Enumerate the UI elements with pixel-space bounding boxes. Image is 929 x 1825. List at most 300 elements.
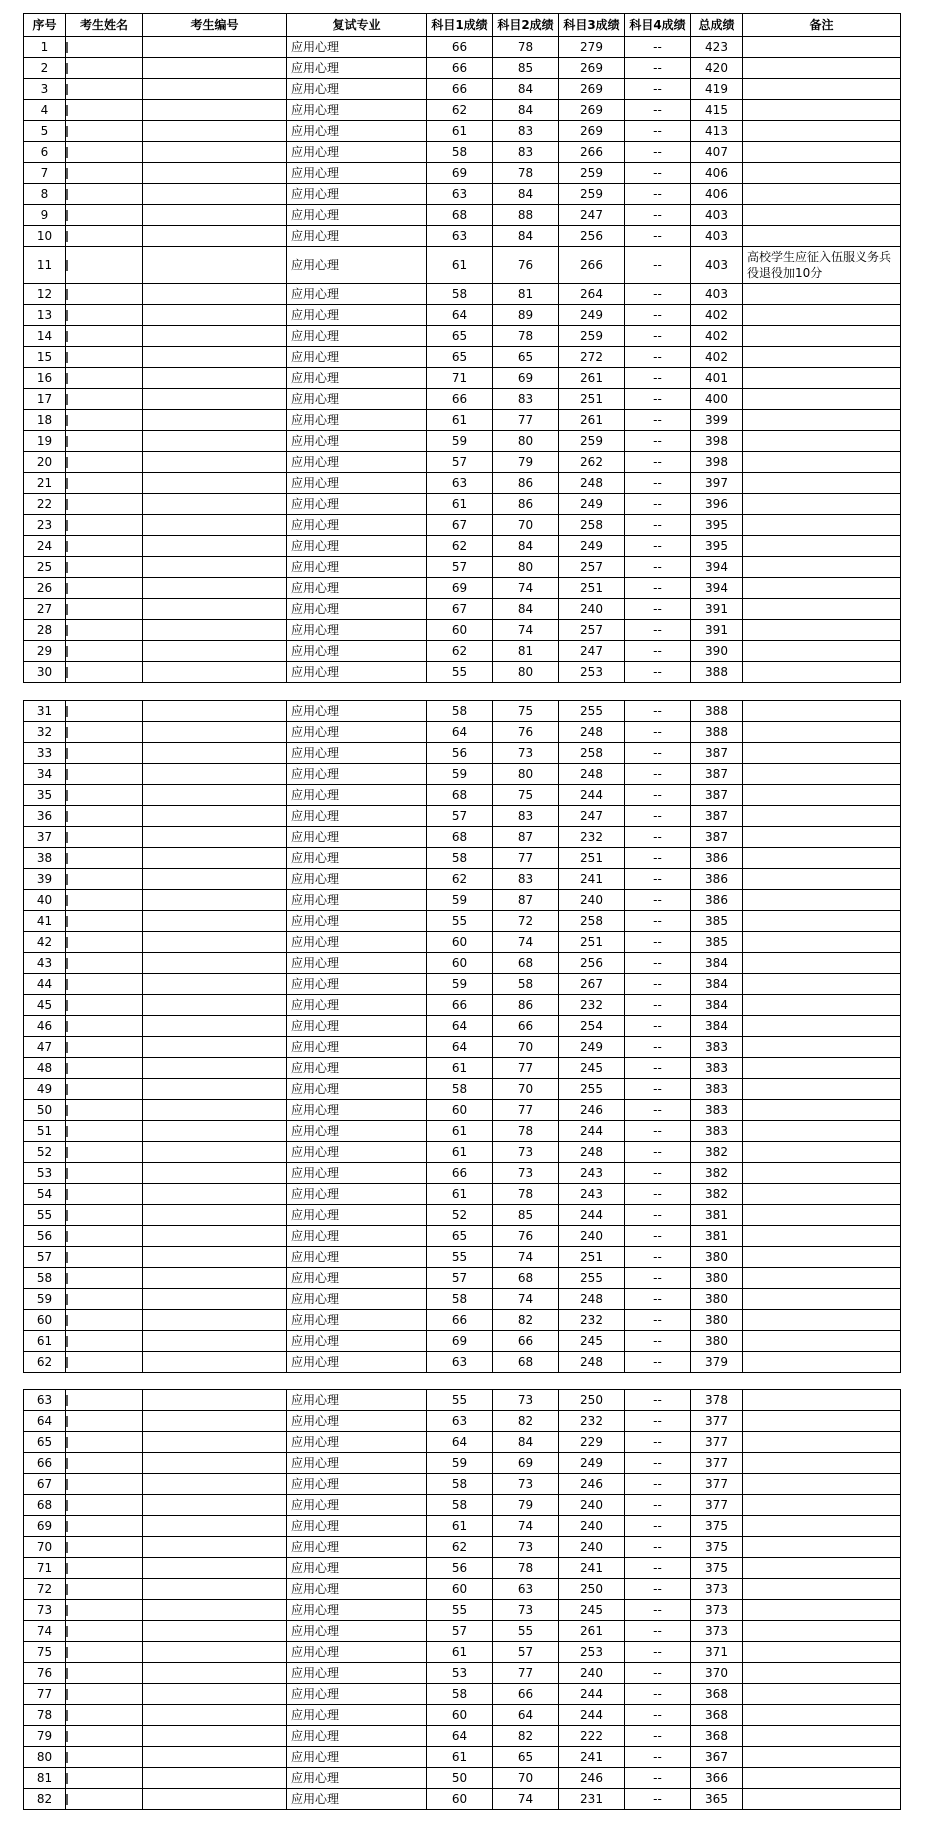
row-subject3-score: 249 (559, 494, 625, 515)
row-subject3-score: 222 (559, 1726, 625, 1747)
row-subject4-score: -- (625, 806, 691, 827)
row-index: 1 (24, 37, 66, 58)
row-major: 应用心理 (287, 205, 427, 226)
row-subject3-score: 269 (559, 58, 625, 79)
row-subject3-score: 261 (559, 368, 625, 389)
row-subject1-score: 57 (427, 557, 493, 578)
table-row (24, 1268, 901, 1289)
row-subject1-score: 66 (427, 79, 493, 100)
table-row (24, 1432, 901, 1453)
row-subject4-score: -- (625, 1516, 691, 1537)
row-index: 77 (24, 1684, 66, 1705)
row-subject4-score: -- (625, 578, 691, 599)
table-row (24, 953, 901, 974)
row-subject2-score: 79 (493, 1495, 559, 1516)
table-row (24, 1747, 901, 1768)
table-row (24, 347, 901, 368)
redaction-fragment (66, 1357, 69, 1368)
row-index: 67 (24, 1474, 66, 1495)
table-row (24, 100, 901, 121)
row-subject1-score: 61 (427, 1184, 493, 1205)
row-subject2-score: 74 (493, 620, 559, 641)
header-subject2: 科目2成绩 (493, 14, 559, 37)
row-subject4-score: -- (625, 557, 691, 578)
table-row (24, 848, 901, 869)
row-subject4-score: -- (625, 764, 691, 785)
row-remark (743, 1184, 901, 1205)
row-subject3-score: 248 (559, 764, 625, 785)
redaction-fragment (66, 1294, 69, 1305)
row-subject4-score: -- (625, 641, 691, 662)
row-subject1-score: 61 (427, 1516, 493, 1537)
row-subject1-score: 63 (427, 1352, 493, 1373)
redaction-fragment (66, 310, 69, 321)
redaction-fragment (66, 811, 69, 822)
row-subject2-score: 76 (493, 1226, 559, 1247)
row-subject1-score: 61 (427, 494, 493, 515)
table-row (24, 1016, 901, 1037)
header-subject1: 科目1成绩 (427, 14, 493, 37)
candidate-name-redacted (66, 58, 143, 79)
row-total-score: 382 (691, 1184, 743, 1205)
row-subject2-score: 88 (493, 205, 559, 226)
table-row (24, 764, 901, 785)
row-total-score: 385 (691, 932, 743, 953)
row-subject1-score: 64 (427, 305, 493, 326)
row-total-score: 368 (691, 1726, 743, 1747)
row-major: 应用心理 (287, 515, 427, 536)
row-subject1-score: 63 (427, 473, 493, 494)
row-subject3-score: 253 (559, 662, 625, 683)
redaction-fragment (66, 769, 69, 780)
row-subject3-score: 244 (559, 1121, 625, 1142)
candidate-name-redacted (66, 1184, 143, 1205)
row-subject1-score: 61 (427, 1142, 493, 1163)
candidate-name-redacted (66, 1747, 143, 1768)
row-subject1-score: 59 (427, 890, 493, 911)
candidate-name-redacted (66, 1663, 143, 1684)
row-major: 应用心理 (287, 1247, 427, 1268)
candidate-id-redacted (143, 226, 287, 247)
row-total-score: 381 (691, 1226, 743, 1247)
candidate-name-redacted (66, 1390, 143, 1411)
row-index: 58 (24, 1268, 66, 1289)
row-remark (743, 37, 901, 58)
row-subject3-score: 248 (559, 1289, 625, 1310)
row-subject3-score: 258 (559, 515, 625, 536)
row-subject2-score: 84 (493, 184, 559, 205)
candidate-id-redacted (143, 58, 287, 79)
redaction-fragment (66, 1668, 69, 1679)
candidate-name-redacted (66, 1726, 143, 1747)
candidate-id-redacted (143, 452, 287, 473)
candidate-name-redacted (66, 452, 143, 473)
table-row (24, 247, 901, 284)
table-row (24, 890, 901, 911)
row-major: 应用心理 (287, 1331, 427, 1352)
row-subject4-score: -- (625, 452, 691, 473)
header-exam-id: 考生编号 (143, 14, 287, 37)
row-subject4-score: -- (625, 142, 691, 163)
table-row (24, 1289, 901, 1310)
row-remark (743, 1516, 901, 1537)
row-index: 52 (24, 1142, 66, 1163)
row-remark (743, 722, 901, 743)
row-index: 18 (24, 410, 66, 431)
candidate-id-redacted (143, 1432, 287, 1453)
row-remark (743, 599, 901, 620)
candidate-name-redacted (66, 1642, 143, 1663)
redaction-fragment (66, 1584, 69, 1595)
candidate-id-redacted (143, 1789, 287, 1810)
redaction-fragment (66, 231, 69, 242)
candidate-id-redacted (143, 1642, 287, 1663)
candidate-id-redacted (143, 536, 287, 557)
row-remark (743, 578, 901, 599)
row-subject3-score: 253 (559, 1642, 625, 1663)
row-subject3-score: 232 (559, 827, 625, 848)
redaction-fragment (66, 832, 69, 843)
redaction-fragment (66, 1021, 69, 1032)
row-major: 应用心理 (287, 662, 427, 683)
row-major: 应用心理 (287, 1684, 427, 1705)
redaction-fragment (66, 916, 69, 927)
row-total-score: 396 (691, 494, 743, 515)
candidate-name-redacted (66, 1621, 143, 1642)
row-subject2-score: 73 (493, 1142, 559, 1163)
row-remark (743, 995, 901, 1016)
row-remark (743, 1579, 901, 1600)
row-subject4-score: -- (625, 1558, 691, 1579)
row-remark (743, 473, 901, 494)
row-subject2-score: 79 (493, 452, 559, 473)
row-subject1-score: 61 (427, 247, 493, 284)
row-index: 69 (24, 1516, 66, 1537)
row-index: 31 (24, 701, 66, 722)
row-remark (743, 1705, 901, 1726)
row-total-score: 399 (691, 410, 743, 431)
row-subject3-score: 267 (559, 974, 625, 995)
row-major: 应用心理 (287, 452, 427, 473)
row-subject3-score: 249 (559, 536, 625, 557)
row-major: 应用心理 (287, 1268, 427, 1289)
candidate-name-redacted (66, 620, 143, 641)
table-row (24, 368, 901, 389)
row-subject2-score: 74 (493, 932, 559, 953)
row-major: 应用心理 (287, 974, 427, 995)
row-index: 68 (24, 1495, 66, 1516)
row-index: 51 (24, 1121, 66, 1142)
row-subject1-score: 62 (427, 536, 493, 557)
table-row (24, 1184, 901, 1205)
candidate-name-redacted (66, 142, 143, 163)
candidate-id-redacted (143, 284, 287, 305)
row-index: 20 (24, 452, 66, 473)
row-subject4-score: -- (625, 848, 691, 869)
row-total-score: 377 (691, 1474, 743, 1495)
row-subject2-score: 73 (493, 1390, 559, 1411)
table-row (24, 1663, 901, 1684)
row-major: 应用心理 (287, 1453, 427, 1474)
row-subject3-score: 250 (559, 1579, 625, 1600)
row-index: 54 (24, 1184, 66, 1205)
row-total-score: 371 (691, 1642, 743, 1663)
row-subject1-score: 66 (427, 1163, 493, 1184)
row-total-score: 394 (691, 557, 743, 578)
redaction-fragment (66, 1731, 69, 1742)
row-index: 23 (24, 515, 66, 536)
row-index: 71 (24, 1558, 66, 1579)
candidate-name-redacted (66, 578, 143, 599)
row-index: 50 (24, 1100, 66, 1121)
table-row (24, 662, 901, 683)
candidate-name-redacted (66, 1474, 143, 1495)
row-remark (743, 536, 901, 557)
redaction-fragment (66, 478, 69, 489)
row-index: 25 (24, 557, 66, 578)
row-remark (743, 743, 901, 764)
row-subject1-score: 69 (427, 1331, 493, 1352)
row-index: 30 (24, 662, 66, 683)
row-index: 61 (24, 1331, 66, 1352)
row-subject3-score: 229 (559, 1432, 625, 1453)
row-total-score: 375 (691, 1516, 743, 1537)
row-total-score: 403 (691, 247, 743, 284)
row-subject4-score: -- (625, 1684, 691, 1705)
candidate-name-redacted (66, 79, 143, 100)
row-major: 应用心理 (287, 284, 427, 305)
row-remark (743, 494, 901, 515)
table-row (24, 1121, 901, 1142)
row-index: 64 (24, 1411, 66, 1432)
table-row (24, 1684, 901, 1705)
row-subject3-score: 254 (559, 1016, 625, 1037)
candidate-name-redacted (66, 1205, 143, 1226)
row-remark (743, 1390, 901, 1411)
row-index: 3 (24, 79, 66, 100)
row-index: 28 (24, 620, 66, 641)
table-row (24, 1621, 901, 1642)
row-remark (743, 431, 901, 452)
row-subject2-score: 83 (493, 806, 559, 827)
row-subject2-score: 78 (493, 1184, 559, 1205)
row-total-score: 398 (691, 452, 743, 473)
header-index: 序号 (24, 14, 66, 37)
row-subject3-score: 251 (559, 848, 625, 869)
row-subject3-score: 251 (559, 932, 625, 953)
row-subject4-score: -- (625, 974, 691, 995)
redaction-fragment (66, 1752, 69, 1763)
row-subject2-score: 77 (493, 1663, 559, 1684)
row-major: 应用心理 (287, 578, 427, 599)
row-subject2-score: 69 (493, 1453, 559, 1474)
row-subject3-score: 261 (559, 410, 625, 431)
redaction-fragment (66, 604, 69, 615)
table-row (24, 79, 901, 100)
candidate-name-redacted (66, 1268, 143, 1289)
row-total-score: 384 (691, 974, 743, 995)
row-major: 应用心理 (287, 100, 427, 121)
candidate-name-redacted (66, 662, 143, 683)
row-subject4-score: -- (625, 1121, 691, 1142)
candidate-id-redacted (143, 515, 287, 536)
candidate-name-redacted (66, 347, 143, 368)
row-subject4-score: -- (625, 1411, 691, 1432)
row-subject2-score: 78 (493, 37, 559, 58)
candidate-id-redacted (143, 1310, 287, 1331)
row-subject2-score: 84 (493, 100, 559, 121)
candidate-name-redacted (66, 806, 143, 827)
row-subject3-score: 247 (559, 641, 625, 662)
row-total-score: 388 (691, 722, 743, 743)
row-total-score: 386 (691, 890, 743, 911)
row-major: 应用心理 (287, 1537, 427, 1558)
row-remark (743, 1058, 901, 1079)
candidate-name-redacted (66, 599, 143, 620)
row-major: 应用心理 (287, 1642, 427, 1663)
row-subject4-score: -- (625, 1390, 691, 1411)
candidate-name-redacted (66, 785, 143, 806)
row-remark (743, 1247, 901, 1268)
row-subject3-score: 245 (559, 1058, 625, 1079)
row-index: 19 (24, 431, 66, 452)
table-row (24, 205, 901, 226)
candidate-name-redacted (66, 1453, 143, 1474)
row-subject4-score: -- (625, 163, 691, 184)
row-remark (743, 806, 901, 827)
row-subject1-score: 71 (427, 368, 493, 389)
row-subject2-score: 68 (493, 1352, 559, 1373)
row-total-score: 406 (691, 163, 743, 184)
row-index: 59 (24, 1289, 66, 1310)
row-subject3-score: 251 (559, 389, 625, 410)
candidate-name-redacted (66, 121, 143, 142)
redaction-fragment (66, 1105, 69, 1116)
row-subject4-score: -- (625, 620, 691, 641)
table-row (24, 142, 901, 163)
row-total-score: 391 (691, 599, 743, 620)
row-total-score: 388 (691, 701, 743, 722)
table-row (24, 1226, 901, 1247)
row-subject1-score: 57 (427, 806, 493, 827)
candidate-name-redacted (66, 890, 143, 911)
row-subject4-score: -- (625, 1226, 691, 1247)
candidate-name-redacted (66, 722, 143, 743)
row-subject4-score: -- (625, 473, 691, 494)
candidate-name-redacted (66, 1600, 143, 1621)
row-total-score: 387 (691, 743, 743, 764)
redaction-fragment (66, 562, 69, 573)
row-subject4-score: -- (625, 1621, 691, 1642)
table-row (24, 515, 901, 536)
row-remark (743, 1100, 901, 1121)
row-subject1-score: 62 (427, 869, 493, 890)
row-subject1-score: 59 (427, 1453, 493, 1474)
candidate-id-redacted (143, 142, 287, 163)
redaction-fragment (66, 1542, 69, 1553)
row-subject1-score: 66 (427, 58, 493, 79)
row-subject4-score: -- (625, 205, 691, 226)
candidate-name-redacted (66, 827, 143, 848)
row-subject4-score: -- (625, 1310, 691, 1331)
table-row (24, 1642, 901, 1663)
row-major: 应用心理 (287, 347, 427, 368)
row-remark (743, 121, 901, 142)
row-total-score: 380 (691, 1289, 743, 1310)
redaction-fragment (66, 520, 69, 531)
candidate-name-redacted (66, 848, 143, 869)
candidate-id-redacted (143, 1705, 287, 1726)
row-subject4-score: -- (625, 184, 691, 205)
redaction-fragment (66, 1063, 69, 1074)
row-subject4-score: -- (625, 701, 691, 722)
row-subject1-score: 56 (427, 1558, 493, 1579)
candidate-id-redacted (143, 1411, 287, 1432)
row-total-score: 367 (691, 1747, 743, 1768)
row-remark (743, 1411, 901, 1432)
row-major: 应用心理 (287, 536, 427, 557)
row-subject1-score: 64 (427, 1016, 493, 1037)
table-row (24, 1579, 901, 1600)
redaction-fragment (66, 1042, 69, 1053)
table-row (24, 785, 901, 806)
row-major: 应用心理 (287, 764, 427, 785)
table-row (24, 494, 901, 515)
candidate-name-redacted (66, 1705, 143, 1726)
redaction-fragment (66, 260, 69, 271)
row-index: 38 (24, 848, 66, 869)
row-index: 41 (24, 911, 66, 932)
table-row (24, 1600, 901, 1621)
row-subject4-score: -- (625, 1453, 691, 1474)
redaction-fragment (66, 1252, 69, 1263)
header-subject4: 科目4成绩 (625, 14, 691, 37)
row-total-score: 383 (691, 1037, 743, 1058)
row-subject2-score: 57 (493, 1642, 559, 1663)
row-total-score: 368 (691, 1684, 743, 1705)
row-major: 应用心理 (287, 1516, 427, 1537)
row-subject1-score: 66 (427, 1310, 493, 1331)
row-subject1-score: 52 (427, 1205, 493, 1226)
table-row (24, 1411, 901, 1432)
row-remark (743, 205, 901, 226)
row-remark (743, 1226, 901, 1247)
row-total-score: 391 (691, 620, 743, 641)
row-subject4-score: -- (625, 1789, 691, 1810)
row-subject2-score: 77 (493, 1100, 559, 1121)
row-major: 应用心理 (287, 743, 427, 764)
row-remark (743, 932, 901, 953)
candidate-id-redacted (143, 1268, 287, 1289)
redaction-fragment (66, 394, 69, 405)
row-subject3-score: 259 (559, 184, 625, 205)
row-index: 39 (24, 869, 66, 890)
redaction-fragment (66, 1500, 69, 1511)
row-index: 11 (24, 247, 66, 284)
row-index: 46 (24, 1016, 66, 1037)
row-index: 6 (24, 142, 66, 163)
row-index: 60 (24, 1310, 66, 1331)
candidate-id-redacted (143, 743, 287, 764)
row-subject4-score: -- (625, 326, 691, 347)
row-major: 应用心理 (287, 1163, 427, 1184)
row-subject4-score: -- (625, 431, 691, 452)
row-subject4-score: -- (625, 995, 691, 1016)
row-subject1-score: 64 (427, 1037, 493, 1058)
row-major: 应用心理 (287, 305, 427, 326)
row-index: 7 (24, 163, 66, 184)
row-remark (743, 1747, 901, 1768)
